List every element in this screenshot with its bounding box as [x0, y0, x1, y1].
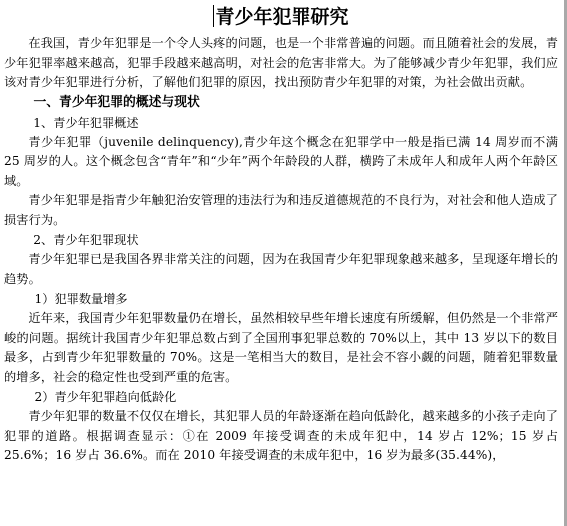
status-paragraph[interactable]: 青少年犯罪已是我国各界非常关注的问题，因为在我国青少年犯罪现象越来越多，呈现逐年增长的趋势。 [4, 252, 558, 286]
document-title-line [4, 4, 558, 32]
document-title[interactable]: 青少年犯罪研究 [215, 6, 349, 28]
item-heading-1[interactable]: 1）犯罪数量增多 [34, 292, 128, 306]
definition-paragraph[interactable]: 青少年犯罪（juvenile delinquency),青少年这个概念在犯罪学中一般是指已满 14 周岁而不满 25 周岁的人。这个概念包含“青年”和“少年”两个年龄段的人群，横跨了未成年人和成年人两个年龄区域。 [4, 134, 558, 188]
item-heading-2[interactable]: 2）青少年犯罪趋向低龄化 [34, 390, 177, 404]
subsection-heading-2[interactable]: 2、青少年犯罪现状 [33, 233, 139, 247]
item-paragraph-2[interactable]: 青少年犯罪的数量不仅仅在增长，其犯罪人员的年龄逐渐在趋向低龄化，越来越多的小孩子走向了犯罪的道路。根据调查显示：①在 2009 年接受调查的未成年犯中，14 岁占 12%；15 岁占 25.6%；16 岁占 36.6%。而在 2010 年接受调查的未成年犯中，16 岁为最多(35.44%)， [4, 409, 558, 462]
definition-paragraph-2[interactable]: 青少年犯罪是指青少年触犯治安管理的违法行为和违反道德规范的不良行为，对社会和他人造成了损害行为。 [4, 193, 558, 227]
item-paragraph-1[interactable]: 近年来，我国青少年犯罪数量仍在增长，虽然相较早些年增长速度有所缓解，但仍然是一个非常严峻的问题。据统计我国青少年犯罪总数占到了全国刑事犯罪总数的 70%以上，其中 13 岁以下的数目最多，占到青少年犯罪数量的 70%。这是一笔相当大的数目，是社会不容小觑的问题，随着犯罪数量的增多，社会的稳定性也受到严重的危害。 [4, 311, 558, 384]
subsection-heading[interactable]: 1、青少年犯罪概述 [33, 115, 139, 130]
intro-paragraph[interactable]: 在我国，青少年犯罪是一个令人头疼的问题，也是一个非常普遍的问题。而且随着社会的发展，青少年犯罪率越来越高，犯罪手段越来越高明，对社会的危害非常大。为了能够减少青少年犯罪，我们应该对青少年犯罪进行分析，了解他们犯罪的原因，找出预防青少年犯罪的对策，为社会做出贡献。 [4, 36, 558, 89]
section-heading[interactable]: 一、青少年犯罪的概述与现状 [33, 94, 200, 110]
